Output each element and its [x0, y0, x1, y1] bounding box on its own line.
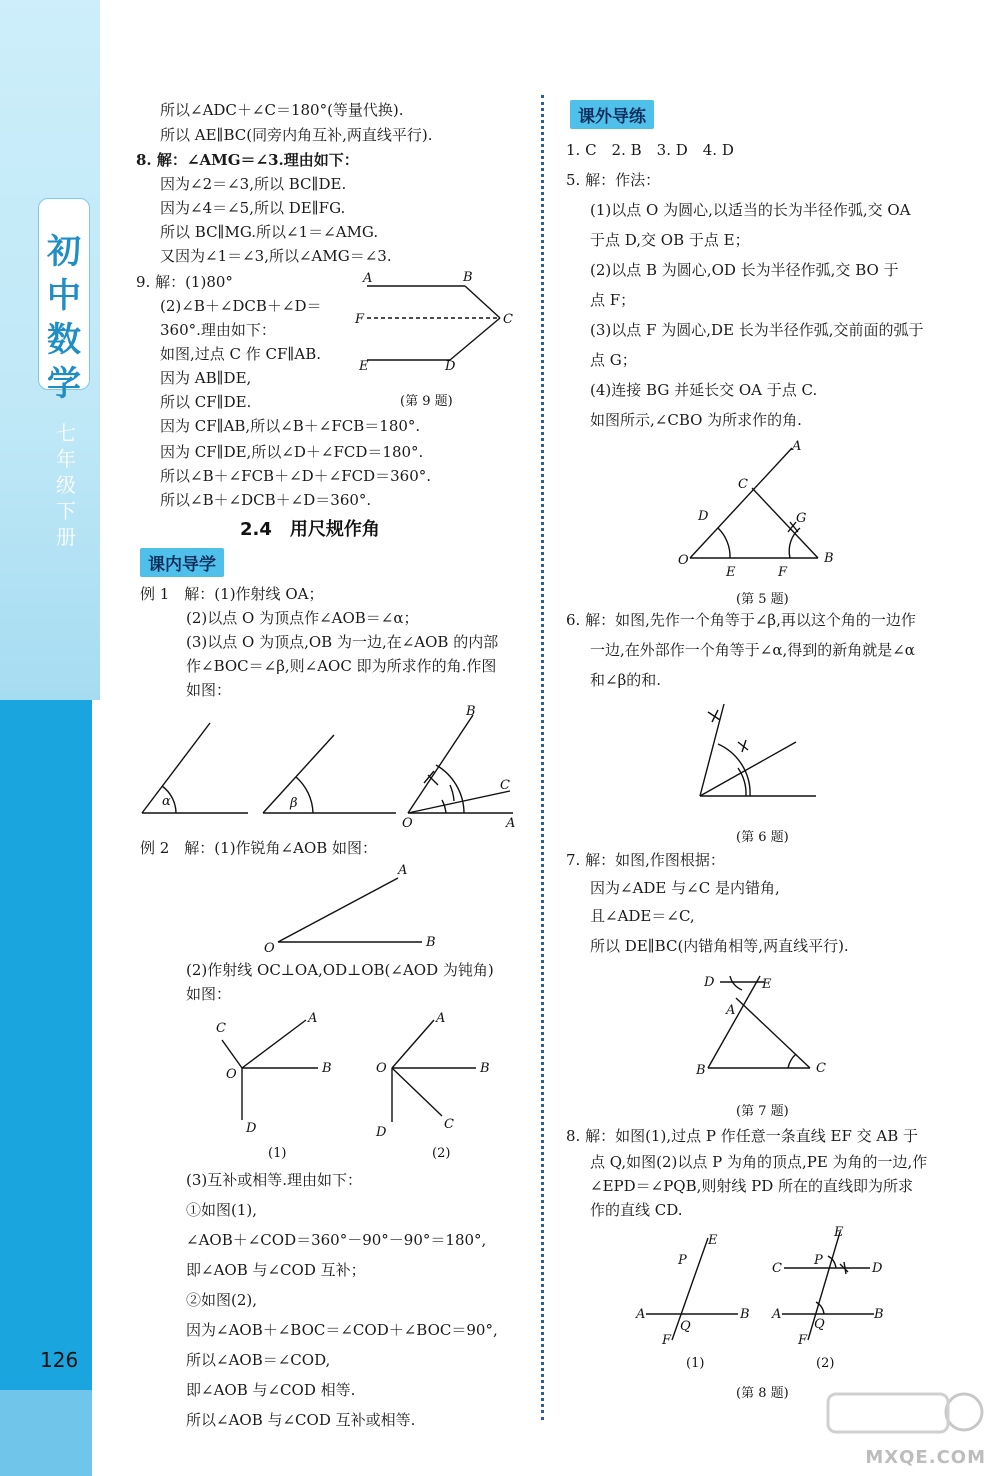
svg-text:A: A [398, 863, 408, 878]
text-line: 8. 解：∠AMG＝∠3.理由如下： [136, 151, 359, 169]
subfigure-label-2: (2) [432, 1146, 451, 1161]
figure-7-caption: (第 7 题) [736, 1104, 789, 1119]
text-line: 如图： [186, 681, 232, 699]
svg-text:A: A [726, 1003, 736, 1018]
text-line: 如图所示,∠CBO 为所求作的角. [590, 411, 802, 429]
text-line: 和∠β的和. [590, 671, 662, 689]
svg-text:A: A [772, 1307, 782, 1322]
text-line: 如图,过点 C 作 CF∥AB. [160, 345, 321, 363]
text-line: 因为 CF∥DE,所以∠D＋∠FCD＝180°. [160, 443, 424, 461]
sidebar-band [0, 700, 92, 1400]
text-line: ①如图(1), [186, 1201, 258, 1219]
text-line: 因为∠ADE 与∠C 是内错角, [590, 879, 780, 897]
text-line: 因为∠4＝∠5,所以 DE∥FG. [160, 199, 346, 217]
svg-text:B: B [426, 935, 436, 950]
text-line: ②如图(2), [186, 1291, 258, 1309]
svg-text:C: C [216, 1021, 226, 1036]
tag-outer-practice: 课外导练 [570, 100, 654, 129]
text-line: (3)互补或相等.理由如下： [186, 1171, 363, 1189]
column-divider [541, 95, 544, 1420]
svg-text:Q: Q [814, 1317, 825, 1332]
svg-text:O: O [678, 553, 689, 568]
text-line: 点 F； [590, 291, 636, 309]
text-line: (2)以点 O 为顶点作∠AOB＝∠α； [186, 609, 419, 627]
svg-text:F: F [662, 1333, 672, 1348]
svg-text:B: B [824, 551, 834, 566]
svg-text:D: D [445, 359, 456, 374]
svg-text:D: D [698, 509, 709, 524]
example-2-figure-aob [258, 862, 448, 956]
svg-text:C: C [444, 1117, 454, 1132]
svg-text:E: E [762, 977, 772, 992]
svg-text:F: F [778, 565, 788, 580]
svg-text:C: C [738, 477, 748, 492]
svg-text:A: A [308, 1011, 318, 1026]
text-line: (3)以点 F 为圆心,DE 长为半径作弧,交前面的弧于 [590, 321, 924, 339]
svg-text:A: A [436, 1011, 446, 1026]
svg-text:F: F [798, 1333, 808, 1348]
text-line: 点 G； [590, 351, 637, 369]
text-line: 作的直线 CD. [590, 1201, 683, 1219]
figure-5-caption: (第 5 题) [736, 592, 789, 607]
svg-text:D: D [704, 975, 715, 990]
text-line: 例 1 解：(1)作射线 OA； [140, 585, 324, 603]
text-line: ∠AOB＋∠COD＝360°－90°－90°＝180°, [186, 1231, 487, 1249]
svg-text:A: A [792, 439, 802, 454]
svg-text:O: O [264, 941, 275, 956]
figure-8-1 [636, 1228, 756, 1348]
book-title: 初 中 数 学 [47, 232, 81, 404]
text-line: 因为 AB∥DE, [160, 369, 252, 387]
text-line: 所以 BC∥MG.所以∠1＝∠AMG. [160, 223, 379, 241]
svg-text:P: P [678, 1253, 687, 1268]
text-line: 作∠BOC＝∠β,则∠AOC 即为所求作的角.作图 [186, 657, 497, 675]
figure-6 [690, 700, 830, 810]
text-line: 例 2 解：(1)作锐角∠AOB 如图： [140, 839, 378, 857]
svg-text:B: B [463, 270, 473, 285]
text-line: (2)作射线 OC⊥OA,OD⊥OB(∠AOD 为钝角) [186, 961, 494, 979]
section-title: 2.4 用尺规作角 [240, 519, 380, 540]
text-line: 所以 CF∥DE. [160, 393, 252, 411]
figure-9 [355, 268, 525, 378]
text-line: 所以∠AOB 与∠COD 互补或相等. [186, 1411, 416, 1429]
text-line: (4)连接 BG 并延长交 OA 于点 C. [590, 381, 818, 399]
svg-text:B: B [466, 704, 476, 719]
text-line: (2)以点 B 为圆心,OD 长为半径作弧,交 BO 于 [590, 261, 899, 279]
figure-8-2 [768, 1222, 898, 1346]
text-line: 6. 解：如图,先作一个角等于∠β,再以这个角的一边作 [566, 611, 916, 629]
text-line: 因为 CF∥AB,所以∠B＋∠FCB＝180°. [160, 417, 421, 435]
figure-9-caption: (第 9 题) [400, 394, 453, 409]
figure-6-caption: (第 6 题) [736, 830, 789, 845]
svg-text:B: B [480, 1061, 490, 1076]
svg-text:O: O [402, 816, 413, 831]
text-line: 所以∠ADC＋∠C＝180°(等量代换). [160, 101, 404, 119]
text-line: 一边,在外部作一个角等于∠α,得到的新角就是∠α [590, 641, 915, 659]
svg-text:E: E [726, 565, 736, 580]
example-1-figure [138, 705, 528, 830]
text-line: 所以∠AOB＝∠COD, [186, 1351, 331, 1369]
figure-8-sub2: (2) [816, 1356, 835, 1371]
svg-text:B: B [740, 1307, 750, 1322]
text-line: 所以 DE∥BC(内错角相等,两直线平行). [590, 937, 849, 955]
tag-inner-study: 课内导学 [140, 548, 224, 577]
text-line: 5. 解：作法： [566, 171, 661, 189]
svg-text:D: D [376, 1125, 387, 1140]
text-line: 点 Q,如图(2)以点 P 为角的顶点,PE 为角的一边,作 [590, 1153, 928, 1171]
text-line: 所以∠B＋∠FCB＋∠D＋∠FCD＝360°. [160, 467, 432, 485]
text-line: 所以∠B＋∠DCB＋∠D＝360°. [160, 491, 372, 509]
watermark-text: MXQE.COM [865, 1447, 986, 1468]
svg-text:D: D [872, 1261, 883, 1276]
text-line: (2)∠B＋∠DCB＋∠D＝ [160, 297, 322, 315]
page-number: 126 [40, 1348, 79, 1372]
text-line: 所以 AE∥BC(同旁内角互补,两直线平行). [160, 126, 433, 144]
svg-text:G: G [796, 511, 807, 526]
book-grade: 七 年 级 下 册 [56, 421, 76, 549]
svg-text:P: P [814, 1253, 823, 1268]
text-line: 9. 解：(1)80° [136, 273, 233, 291]
text-line: 即∠AOB 与∠COD 互补； [186, 1261, 366, 1279]
svg-text:α: α [162, 794, 171, 809]
svg-text:E: E [359, 359, 369, 374]
figure-5 [672, 436, 842, 586]
svg-text:A: A [506, 816, 516, 831]
text-line: 因为∠AOB＋∠BOC＝∠COD＋∠BOC＝90°, [186, 1321, 498, 1339]
text-line: 7. 解：如图,作图根据： [566, 851, 725, 869]
text-line: 如图： [186, 985, 232, 1003]
svg-text:Q: Q [680, 1319, 691, 1334]
text-line: 于点 D,交 OB 于点 E； [590, 231, 750, 249]
text-line: (3)以点 O 为顶点,OB 为一边,在∠AOB 的内部 [186, 633, 499, 651]
svg-text:B: B [874, 1307, 884, 1322]
figure-7 [690, 968, 835, 1080]
svg-text:C: C [772, 1261, 782, 1276]
svg-text:A: A [636, 1307, 646, 1322]
subfigure-label-1: (1) [268, 1146, 287, 1161]
svg-text:C: C [500, 778, 510, 793]
svg-text:E: E [708, 1233, 718, 1248]
svg-text:β: β [290, 796, 298, 811]
svg-text:O: O [226, 1067, 237, 1082]
svg-text:A: A [363, 271, 373, 286]
svg-text:E: E [834, 1225, 844, 1240]
text-line: 360°.理由如下： [160, 321, 276, 339]
text-line: 8. 解：如图(1),过点 P 作任意一条直线 EF 交 AB 于 [566, 1127, 919, 1145]
figure-8-caption: (第 8 题) [736, 1386, 789, 1401]
example-2-figure-1 [210, 1010, 340, 1135]
svg-text:C: C [503, 312, 513, 327]
text-line: 又因为∠1＝∠3,所以∠AMG＝∠3. [160, 247, 392, 265]
text-line: (1)以点 O 为圆心,以适当的长为半径作弧,交 OA [590, 201, 911, 219]
svg-text:F: F [355, 312, 365, 327]
svg-text:B: B [696, 1063, 706, 1078]
answers-line: 1. C 2. B 3. D 4. D [566, 141, 734, 159]
text-line: 即∠AOB 与∠COD 相等. [186, 1381, 356, 1399]
text-line: 且∠ADE＝∠C, [590, 907, 695, 925]
svg-text:B: B [322, 1061, 332, 1076]
text-line: ∠EPD＝∠PQB,则射线 PD 所在的直线即为所求 [590, 1177, 914, 1195]
svg-text:D: D [246, 1121, 257, 1136]
example-2-figure-2 [372, 1010, 502, 1140]
sidebar-tip [0, 1390, 92, 1476]
figure-8-sub1: (1) [686, 1356, 705, 1371]
text-line: 因为∠2＝∠3,所以 BC∥DE. [160, 175, 347, 193]
svg-text:C: C [816, 1061, 826, 1076]
svg-text:O: O [376, 1061, 387, 1076]
